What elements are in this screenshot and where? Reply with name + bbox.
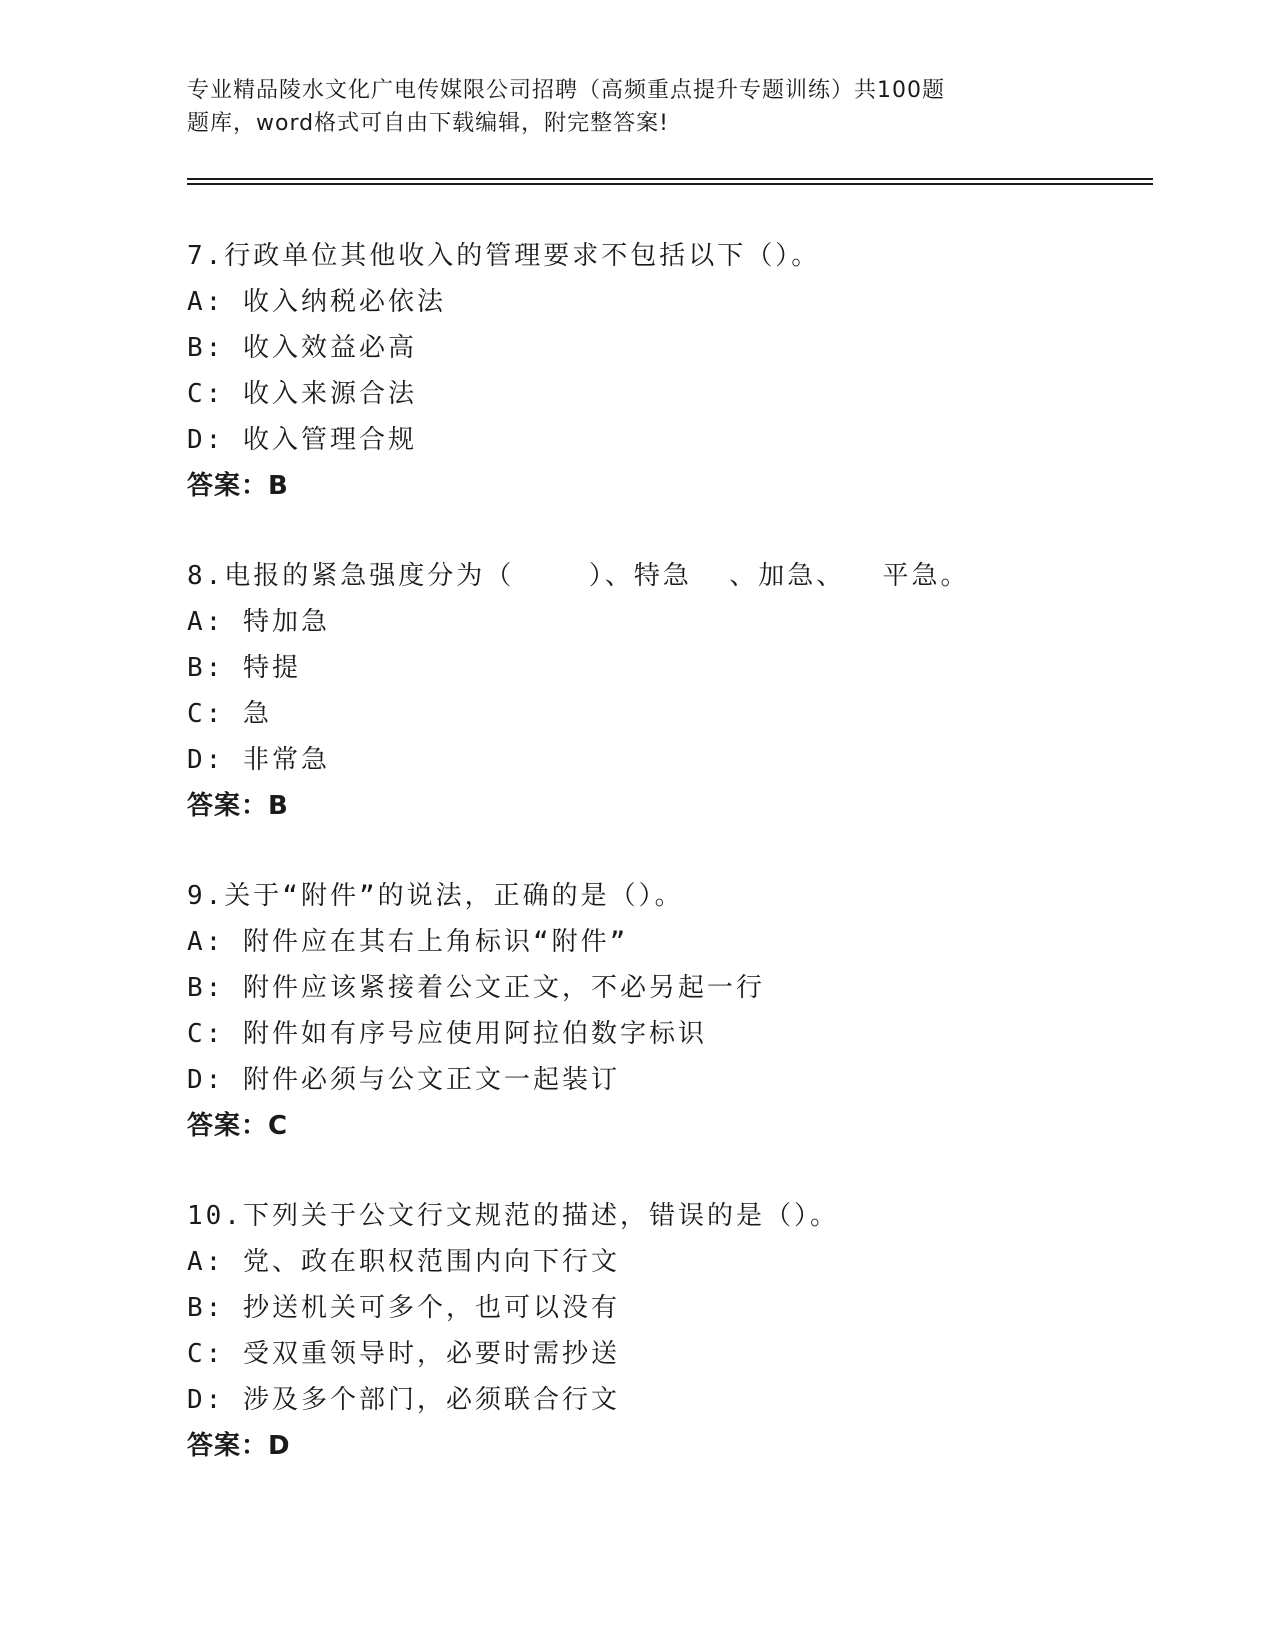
answer-key: 答案：B: [187, 471, 289, 501]
document-header: [187, 74, 1017, 140]
option-c: C: 急: [187, 699, 272, 729]
option-a: A: 特加急: [187, 607, 330, 637]
question-10: [187, 1193, 1147, 1513]
option-b: B: 收入效益必高: [187, 333, 417, 363]
question-stem: 8.电报的紧急强度分为（ ）、特急 、加急、 平急。: [187, 561, 970, 591]
option-b: B: 附件应该紧接着公文正文，不必另起一行: [187, 973, 765, 1003]
header-divider-top: [187, 178, 1153, 180]
option-a: A: 收入纳税必依法: [187, 287, 446, 317]
option-a: A: 党、政在职权范围内向下行文: [187, 1247, 620, 1277]
option-a: A: 附件应在其右上角标识“附件”: [187, 927, 629, 957]
option-d: D: 附件必须与公文正文一起装订: [187, 1065, 620, 1095]
option-d: D: 收入管理合规: [187, 425, 417, 455]
question-list: [187, 233, 1147, 1513]
option-c: C: 收入来源合法: [187, 379, 417, 409]
answer-key: 答案：D: [187, 1431, 291, 1461]
option-d: D: 非常急: [187, 745, 330, 775]
header-divider-bottom: [187, 183, 1153, 185]
question-9: [187, 873, 1147, 1193]
question-stem: 7.行政单位其他收入的管理要求不包括以下（）。: [187, 241, 821, 271]
question-stem: 10.下列关于公文行文规范的描述，错误的是（）。: [187, 1201, 839, 1231]
question-7: [187, 233, 1147, 553]
header-line-1: 专业精品陵水文化广电传媒限公司招聘（高频重点提升专题训练）共100题: [187, 78, 945, 103]
option-c: C: 附件如有序号应使用阿拉伯数字标识: [187, 1019, 707, 1049]
option-b: B: 特提: [187, 653, 301, 683]
header-line-2: 题库，word格式可自由下载编辑，附完整答案!: [187, 111, 669, 136]
answer-key: 答案：C: [187, 1111, 289, 1141]
answer-key: 答案：B: [187, 791, 289, 821]
option-d: D: 涉及多个部门，必须联合行文: [187, 1385, 620, 1415]
option-c: C: 受双重领导时，必要时需抄送: [187, 1339, 620, 1369]
question-stem: 9.关于“附件”的说法，正确的是（）。: [187, 881, 684, 911]
question-8: [187, 553, 1147, 873]
option-b: B: 抄送机关可多个，也可以没有: [187, 1293, 620, 1323]
